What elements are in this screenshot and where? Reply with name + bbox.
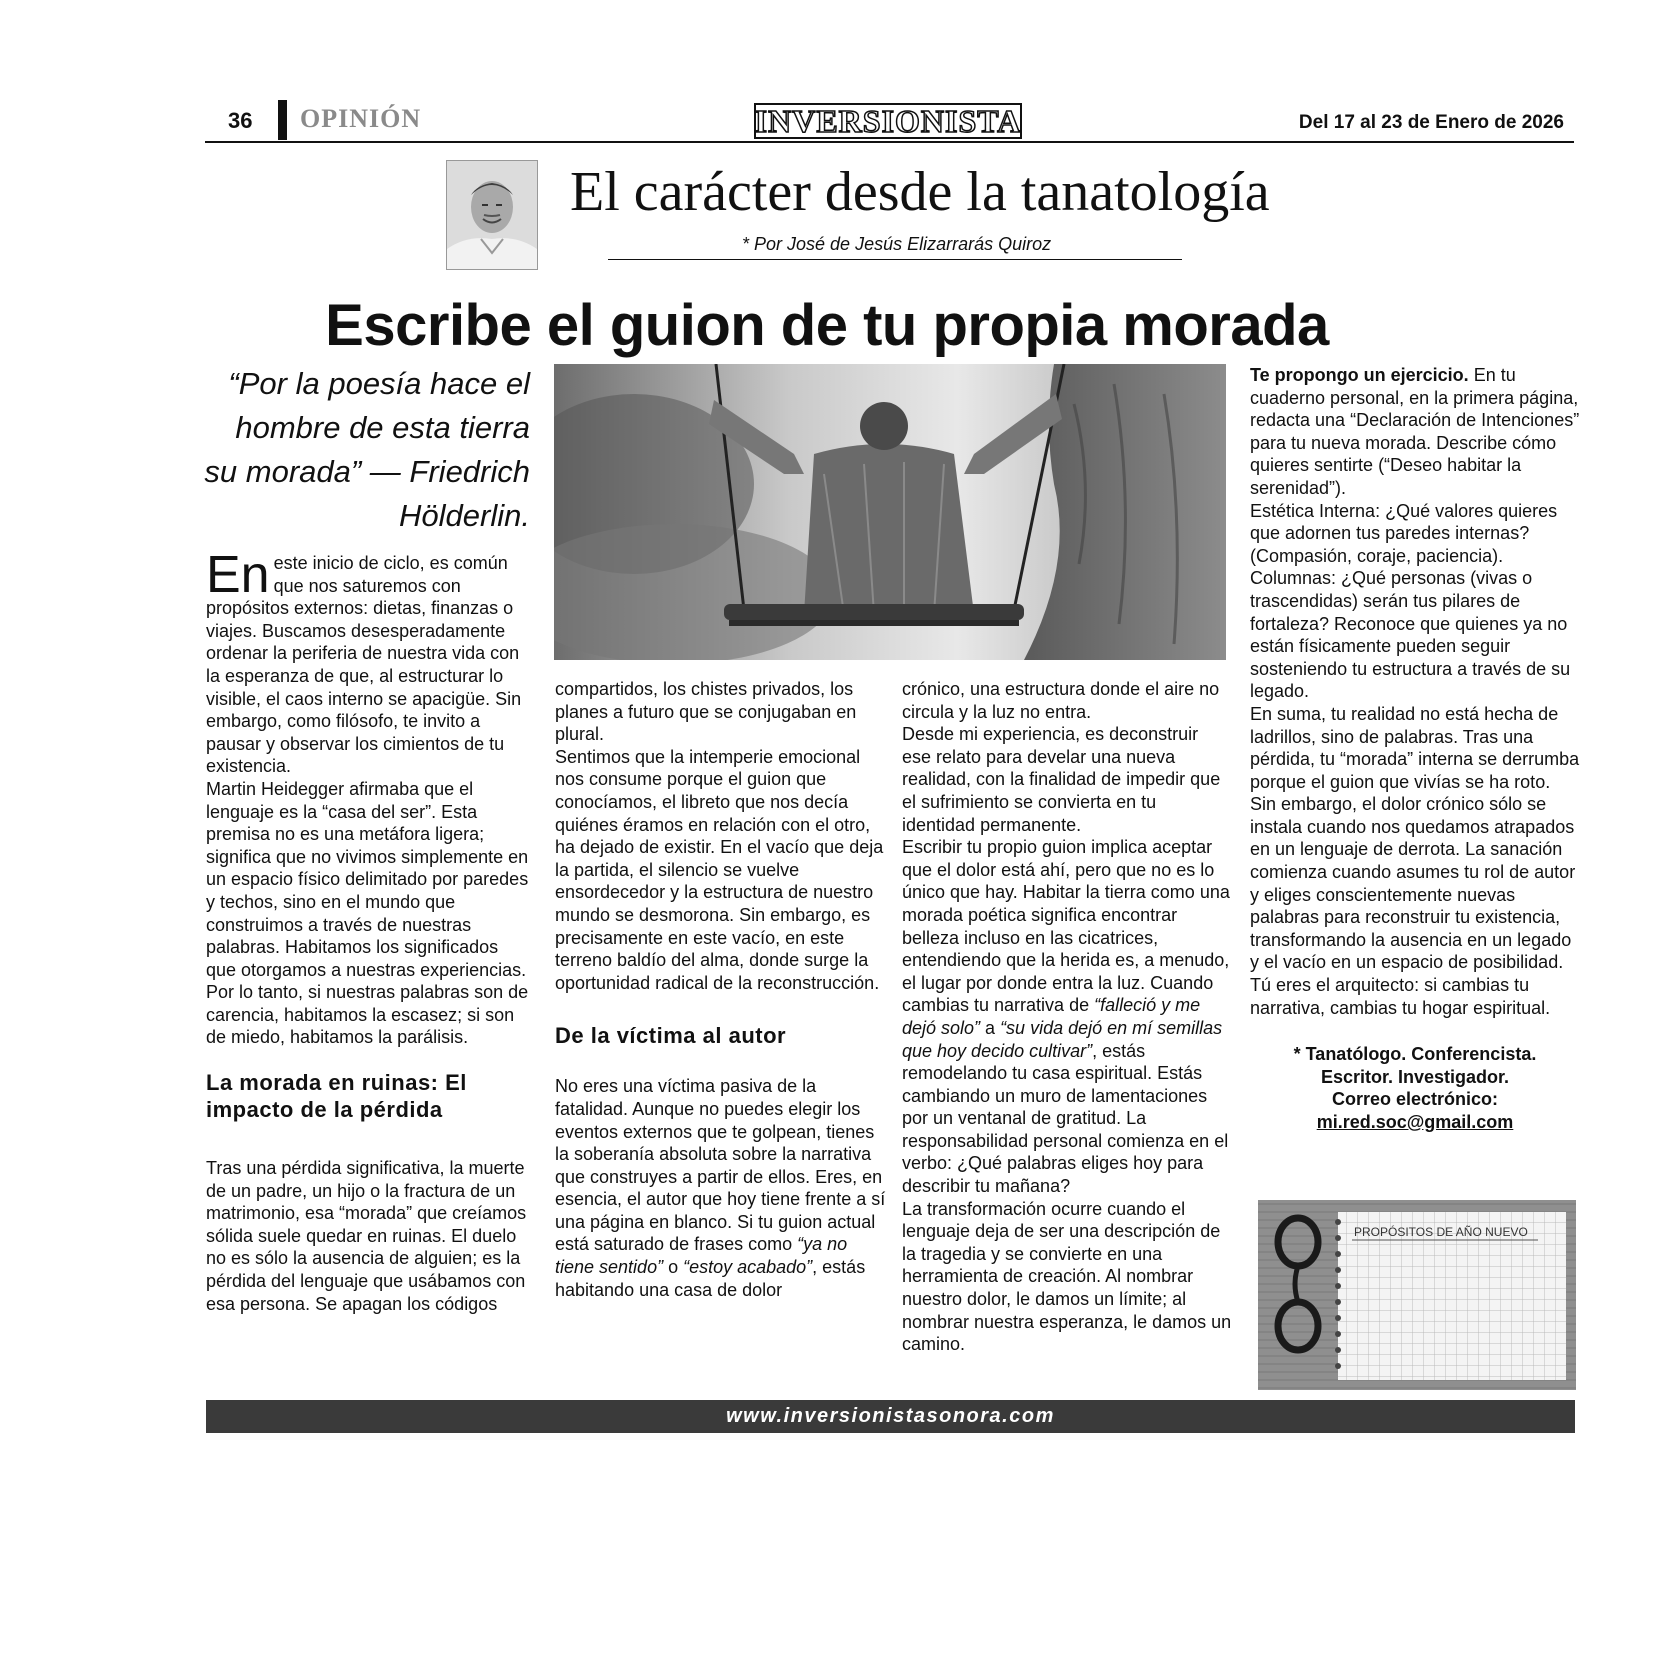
swing-photo — [554, 364, 1226, 660]
pull-quote: “Por la poesía hace el hombre de esta tierra su morada” — Friedrich Hölderlin. — [204, 366, 530, 533]
footer-bar — [206, 1400, 1575, 1433]
edition-date: Del 17 al 23 de Enero de 2026 — [1298, 112, 1564, 133]
notebook-photo — [1258, 1200, 1576, 1390]
paragraph-text: Escribir tu propio guion implica aceptar que el dolor está ahí, pero que no es lo único que hay. Habitar la tierra como una morada poética significa encontrar belleza incluso en las cicatrices, entendiendo que la herida es, a menudo, el lugar por donde entra la luz. Cuando cambias tu narrativa de — [902, 837, 1230, 1016]
italic-phrase: “falleció y me dejó solo” — [902, 995, 1201, 1038]
notebook-caption: PROPÓSITOS DE AÑO NUEVO — [1354, 1225, 1528, 1239]
subheading: La morada en ruinas: El impacto de la pérdida — [206, 1070, 467, 1123]
paragraph-text: En tu cuaderno personal, en la primera página, redacta una “Declaración de Intenciones” para tu nueva morada. Describe cómo quieres sentirte (“Deseo habitar la serenidad”). — [1250, 365, 1580, 498]
author-photo — [446, 160, 538, 270]
author-credits — [1250, 1043, 1580, 1133]
article-column-2 — [555, 678, 891, 1301]
paragraph — [1250, 364, 1580, 500]
paragraph: En suma, tu realidad no está hecha de ladrillos, sino de palabras. Tras una pérdida, tu “morada” interna se derrumba porque el guion que vivías se ha roto. Sin embargo, el dolor crónico sólo se instala cuando nos quedamos atrapados en un lenguaje de derrota. La sanación comienza cuando asumes tu rol de autor y eliges conscientemente nuevas palabras para reconstruir tu existencia, transformando la ausencia en un legado y el vacío en un espacio de posibilidad. Tú eres el arquitecto: si cambias tu narrativa, cambias tu hogar espiritual. — [1250, 703, 1580, 1018]
paragraph-text: o — [663, 1257, 684, 1278]
paragraph — [555, 1075, 891, 1301]
paragraph: Sentimos que la intemperie emocional nos consume porque el guion que conocíamos, el libreto que nos decía quiénes éramos en relación con el otro, ha dejado de existir. En el vacío que deja la partida, el silencio se vuelve ensordecedor y la estructura de nuestro mundo se desmorona. Sin embargo, es precisamente en este vacío, en este terreno baldío del alma, donde surge la oportunidad radical de la reconstrucción. — [555, 746, 884, 993]
paragraph-text: No eres una víctima pasiva de la fatalidad. Aunque no puedes elegir los eventos externos que te golpean, tienes la soberanía absoluta sobre la narrativa que construyes a partir de ellos. Eres, en esencia, el autor que hoy tiene frente a sí una página en blanco. Si tu guion actual está saturado de frases como — [555, 1076, 886, 1255]
paragraph-text: , estás remodelando tu casa espiritual. Estás cambiando un muro de lamentaciones por un ventanal de gratitud. La responsabilidad personal comienza en el verbo: ¿Qué palabras eliges hoy para describir tu mañana? — [902, 1040, 1229, 1197]
article-headline: Escribe el guion de tu propia morada — [325, 293, 1329, 358]
paragraph: Martin Heidegger afirmaba que el lenguaje es la “casa del ser”. Esta premisa no es una metáfora ligera; significa que no vivimos simplemente en un espacio físico delimitado por paredes y techos, sino en el mundo que construimos a través de nuestras palabras. Habitamos los significados que otorgamos a nuestras experiencias. Por lo tanto, si nuestras palabras son de carencia, habitamos la escasez; si son de miedo, habitamos la parálisis. — [206, 778, 529, 1048]
article-column-3 — [902, 678, 1232, 1356]
paragraph: La transformación ocurre cuando el lenguaje deja de ser una descripción de la tragedia y se convierte en una herramienta de creación. Al nombrar nuestro dolor, le damos un límite; al nombrar nuestra esperanza, le damos un camino. — [902, 1198, 1232, 1355]
page-number: 36 — [228, 108, 253, 133]
opening-paragraph — [206, 546, 532, 778]
byline-divider — [608, 259, 1182, 260]
credit-line: * Tanatólogo. Conferencista. — [1293, 1044, 1537, 1065]
credit-line: Escritor. Investigador. — [1320, 1066, 1510, 1087]
email-link[interactable]: mi.red.soc@gmail.com — [1316, 1112, 1514, 1132]
section-label: OPINIÓN — [300, 104, 422, 133]
paragraph-text: , estás habitando una casa de dolor — [555, 1257, 866, 1300]
paragraph: Tras una pérdida significativa, la muerte de un padre, un hijo o la fractura de un matrimonio, esa “morada” que creíamos sólida suele quedar en ruinas. El duelo no es sólo la ausencia de alguien; es la pérdida del lenguaje que usábamos con esa persona. Se apagan los códigos — [206, 1158, 527, 1314]
paragraph: Estética Interna: ¿Qué valores quieres que adornen tus paredes internas? (Compasión, coraje, paciencia). — [1250, 500, 1558, 566]
italic-phrase: “estoy acabado” — [683, 1257, 813, 1278]
italic-phrase: “ya no tiene sentido” — [555, 1234, 848, 1278]
paragraph: compartidos, los chistes privados, los planes a futuro que se conjugaban en plural. — [555, 679, 857, 745]
masthead-logo — [754, 103, 1022, 139]
paragraph: Columnas: ¿Qué personas (vivas o trascendidas) serán tus pilares de fortaleza? Reconoce que quienes ya no están físicamente pueden seguir sosteniendo tu estructura a través de su legado. — [1250, 568, 1571, 702]
section-marker — [278, 100, 287, 140]
drop-cap: En — [206, 546, 270, 604]
byline: * Por José de Jesús Elizarrarás Quiroz — [742, 234, 1052, 254]
paragraph-text: este inicio de ciclo, es común que nos saturemos con propósitos externos: dietas, finanzas o viajes. Buscamos desesperadamente ordenar la periferia de nuestra vida con la esperanza de que, al estructurar lo visible, el caos interno se apacigüe. Sin embargo, como filósofo, te invito a pausar y observar los cimientos de tu existencia. — [206, 553, 522, 777]
subheading: De la víctima al autor — [555, 1023, 787, 1049]
paragraph — [902, 836, 1232, 1198]
bold-lead: Te propongo un ejercicio. — [1250, 365, 1469, 385]
website-url[interactable]: www.inversionistasonora.com — [726, 1405, 1055, 1427]
paragraph-text: a — [980, 1017, 1001, 1038]
article-column-4 — [1250, 364, 1580, 1134]
credit-line: Correo electrónico: — [1331, 1089, 1499, 1110]
paragraph: crónico, una estructura donde el aire no circula y la luz no entra. — [902, 679, 1220, 722]
masthead-text: INVERSIONISTA — [754, 103, 1022, 139]
paragraph: Desde mi experiencia, es deconstruir ese relato para develar una nueva realidad, con la finalidad de impedir que el sufrimiento se convierta en tu identidad permanente. — [902, 724, 1221, 835]
header-divider — [205, 141, 1574, 143]
article-column-1 — [206, 546, 532, 1315]
italic-phrase: “su vida dejó en mí semillas que hoy decido cultivar” — [902, 1017, 1223, 1061]
column-title: El carácter desde la tanatología — [570, 161, 1270, 223]
